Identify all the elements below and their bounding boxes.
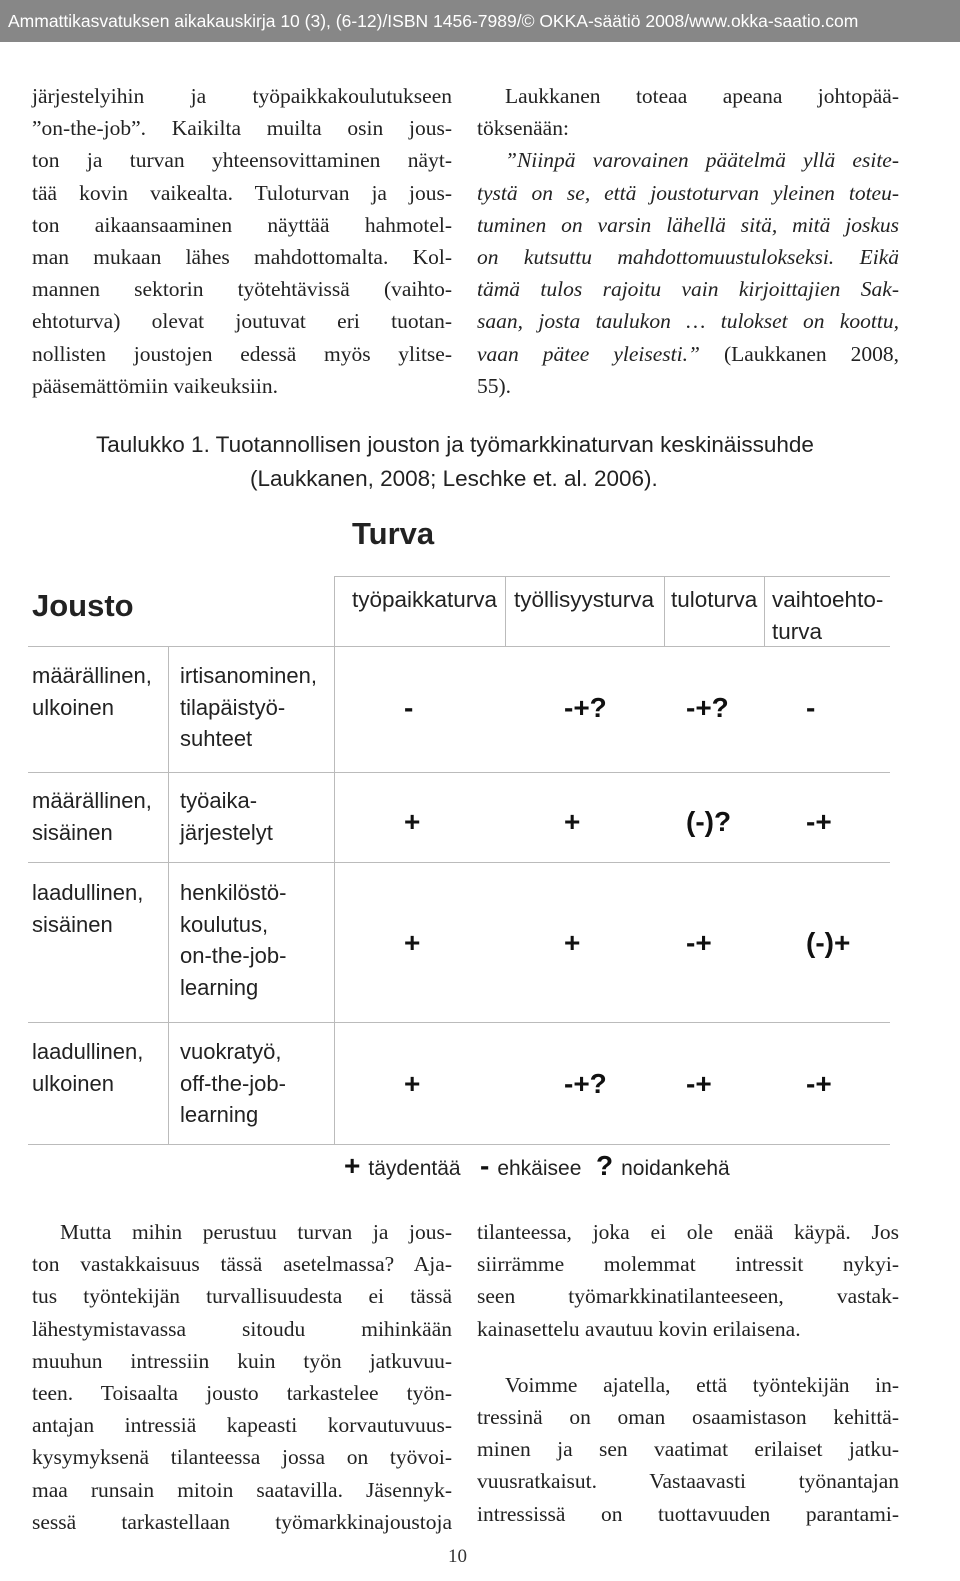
column-header (772, 584, 883, 647)
effect-value: (-)+ (806, 927, 851, 958)
caption-line-2: (Laukkanen, 2008; Leschke et. al. 2006). (250, 466, 658, 491)
row-type-line: määrällinen, (32, 788, 152, 813)
legend-label: ehkäisee (497, 1157, 582, 1180)
text-line: kysymyksenä tilanteessa jossa on työvoi- (32, 1445, 452, 1470)
column-header-line: työpaikkaturva (352, 587, 498, 612)
text-line: kainasettelu avautuu kovin erilaisena. (477, 1316, 801, 1341)
text-line: mannen sektorin työtehtävissä (vaihto- (32, 277, 452, 302)
text-line: nollisten joustojen edessä myös ylitse- (32, 341, 452, 366)
journal-header: Ammattikasvatuksen aikakauskirja 10 (3), (6-12)/ISBN 1456-7989/© OKKA-säätiö 2008/www.okka-saatio.com (0, 0, 960, 42)
citation: (Laukkanen 2008, (699, 341, 899, 366)
text-line: pääsemättömiin vaikeuksiin. (32, 373, 279, 398)
table-divider-col2 (664, 576, 665, 646)
effect-value: (-)? (686, 806, 732, 837)
caption-line-1: Taulukko 1. Tuotannollisen jouston ja työmarkkinaturvan keskinäissuhde (96, 432, 814, 457)
effect-value: -+? (564, 692, 607, 723)
column-header-line: turva (772, 618, 823, 644)
text-line: tus työntekijän turvallisuudesta ei tässä (32, 1284, 452, 1309)
row-form-line: tilapäistyö- (180, 694, 286, 720)
row-type (32, 660, 152, 723)
row-form-line: koulutus, (180, 911, 269, 937)
table-rule-row1 (28, 772, 890, 773)
table-divider-type (168, 646, 169, 1144)
row-type-line: ulkoinen (32, 694, 114, 720)
turva-header: Turva (352, 516, 435, 551)
legend-label: noidankehä (621, 1157, 730, 1180)
row-form-line: suhteet (180, 726, 253, 751)
table-divider-col3 (764, 576, 765, 646)
text-line: minen ja sen vaatimat erilaiset jatku- (477, 1437, 899, 1462)
row-form (180, 785, 273, 848)
text-line: ton vastakkaisuus tässä asetelmassa? Aja- (32, 1252, 452, 1277)
paragraph-gap (477, 1345, 899, 1369)
page-number: 10 (448, 1546, 467, 1567)
text-line: muuhun intressiin kuin työn jatkuvuu- (32, 1348, 452, 1373)
column-header (352, 584, 497, 616)
legend-label: täydentää (368, 1157, 461, 1180)
quote-line: saan, josta taulukon … tulokset on koottu, (477, 309, 899, 334)
row-form-line: henkilöstö- (180, 880, 287, 905)
table-divider-col1 (505, 576, 506, 646)
row-type (32, 877, 143, 940)
effect-value: -+ (806, 806, 832, 837)
column-header (514, 584, 654, 616)
table-divider-form (334, 576, 335, 1144)
bottom-left-paragraph (32, 1216, 452, 1538)
row-form-line: off-the-job- (180, 1070, 286, 1096)
column-header-line: vaihtoehto- (772, 587, 884, 612)
bottom-right-paragraph (477, 1216, 899, 1530)
text-line: Voimme ajatella, että työntekijän in- (505, 1372, 899, 1397)
row-type-line: määrällinen, (32, 663, 152, 688)
text-line: ton aikaansaaminen näyttää hahmotel- (32, 212, 452, 237)
legend-symbol: - (480, 1150, 490, 1181)
row-form-line: learning (180, 1102, 259, 1127)
text-line: man mukaan lähes mahdottomalta. Kol- (32, 245, 452, 270)
text-line: ehtoturva) olevat joutuvat eri tuotan- (32, 309, 452, 334)
quote-end: vaan pätee yleisesti.” (477, 341, 700, 366)
table-rule-bottom (28, 1144, 890, 1145)
jousto-header: Jousto (32, 588, 134, 623)
column-header (671, 584, 757, 616)
row-form-line: learning (180, 974, 259, 1000)
effect-value: -+? (686, 692, 729, 723)
effect-value: + (564, 806, 581, 837)
text-line: tilanteessa, joka ei ole enää käypä. Jos (477, 1220, 899, 1244)
table-rule-header (28, 646, 890, 647)
text-line: seen työmarkkinatilanteeseen, vastak- (477, 1284, 899, 1309)
row-form (180, 660, 317, 755)
text-line: maa runsain mitoin saatavilla. Jäsennyk- (32, 1477, 452, 1502)
text-line: lähestymistavassa sitoudu mihinkään (32, 1316, 452, 1341)
column-header-line: työllisyysturva (514, 587, 655, 612)
row-form-line: järjestelyt (180, 819, 273, 845)
effect-value: -+ (686, 927, 712, 958)
effect-value: - (806, 692, 816, 723)
table-rule-row3 (28, 1022, 890, 1023)
text-line: tää kovin vaikealta. Tuloturvan ja jous- (32, 180, 452, 205)
row-form (180, 1036, 286, 1131)
quote-line: tystä on se, että joustoturvan yleinen toteu- (477, 180, 899, 205)
row-form-line: vuokratyö, (180, 1039, 282, 1064)
text-line: sessä tarkastellaan työmarkkinajoustoja (32, 1509, 452, 1534)
quote-line: on kutsuttu mahdottomuustulokseksi. Eikä (477, 245, 899, 270)
text-line: siirrämme molemmat intressit nykyi- (477, 1252, 899, 1277)
effect-value: + (564, 927, 581, 958)
effect-value: + (404, 1068, 421, 1099)
text-line: antajan intressiä kapeasti korvautuvuus- (32, 1413, 452, 1438)
row-form (180, 877, 286, 1003)
text-line: intressissä on tuottavuuden parantami- (477, 1501, 899, 1526)
effect-value: -+ (806, 1068, 832, 1099)
row-type (32, 785, 152, 848)
legend-item (596, 1150, 730, 1182)
effect-value: + (404, 927, 421, 958)
legend-symbol: + (344, 1150, 361, 1181)
text-line: Laukkanen toteaa apeana johtopää- (505, 84, 899, 108)
column-header-line: tuloturva (671, 587, 758, 612)
row-type-line: sisäinen (32, 911, 113, 937)
quote-line: tuminen on varsin lähellä sitä, mitä joskus (477, 212, 899, 237)
row-form-line: irtisanominen, (180, 663, 317, 688)
text-line: teen. Toisaalta jousto tarkastelee työn- (32, 1381, 452, 1406)
row-type-line: laadullinen, (32, 1039, 144, 1064)
text-line: Mutta mihin perustuu turvan ja jous- (60, 1220, 452, 1244)
citation-end: 55). (477, 373, 512, 398)
table-rule-top (334, 576, 890, 577)
effect-value: -+ (686, 1068, 712, 1099)
text-line: vuusratkaisut. Vastaavasti työnantajan (477, 1469, 899, 1494)
quote-line: tämä tulos rajoitu vain kirjoittajien Sak- (477, 277, 899, 302)
legend-item (480, 1150, 581, 1182)
effect-value: - (404, 692, 414, 723)
effect-value: -+? (564, 1068, 607, 1099)
row-type-line: sisäinen (32, 819, 113, 845)
table-rule-row2 (28, 862, 890, 863)
effect-value: + (404, 806, 421, 837)
text-line: ”on-the-job”. Kaikilta muilta osin jous- (32, 116, 452, 141)
quote-line: ”Niinpä varovainen päätelmä yllä esite- (505, 148, 899, 173)
row-type (32, 1036, 143, 1099)
row-type-line: laadullinen, (32, 880, 144, 905)
text-line: järjestelyihin ja työpaikkakoulutukseen (32, 84, 452, 108)
text-line: tressinä on oman osaamistason kehittä- (477, 1405, 899, 1430)
row-type-line: ulkoinen (32, 1070, 114, 1096)
row-form-line: työaika- (180, 788, 258, 813)
text-line: ton ja turvan yhteensovittaminen näyt- (32, 148, 452, 173)
legend-symbol: ? (596, 1150, 614, 1181)
text-line: töksenään: (477, 116, 569, 141)
row-form-line: on-the-job- (180, 943, 287, 968)
legend-item (344, 1150, 461, 1182)
